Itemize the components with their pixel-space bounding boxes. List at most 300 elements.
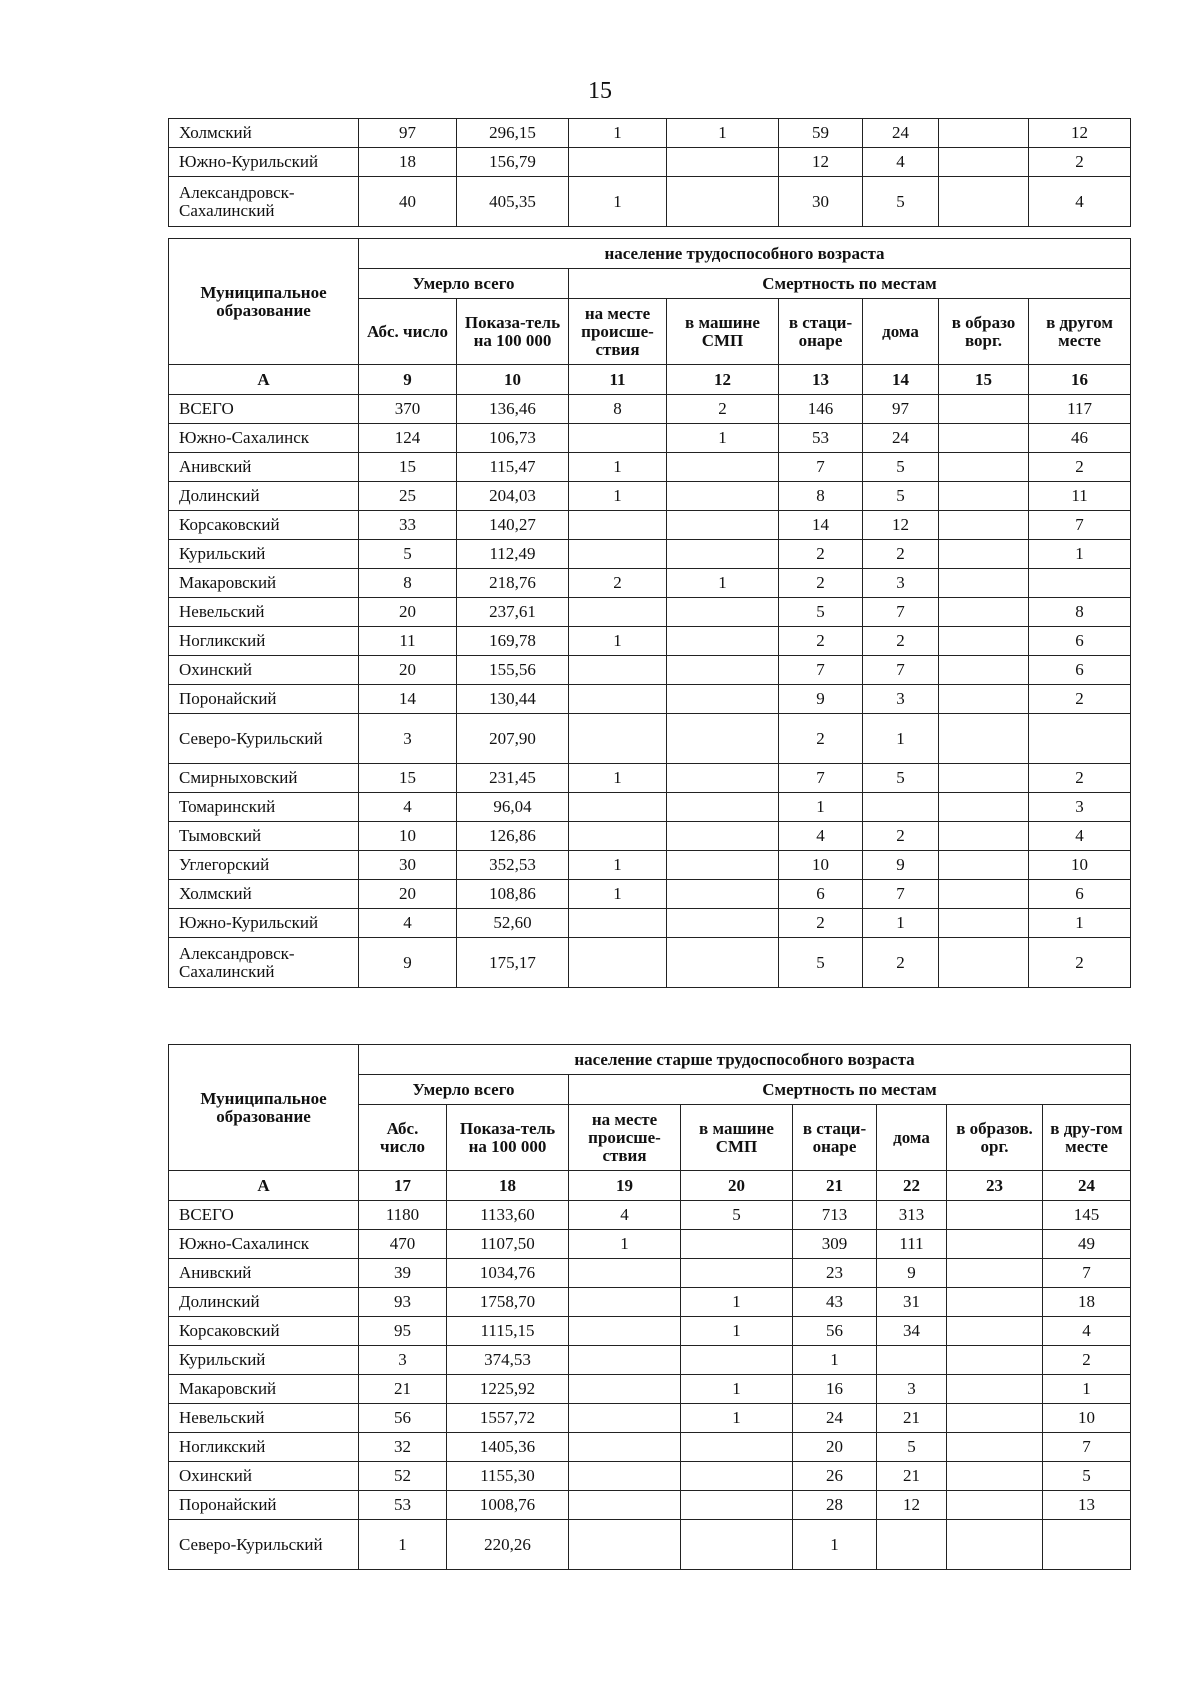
value-cell	[569, 1404, 681, 1433]
value-cell	[569, 909, 667, 938]
value-cell: 11	[359, 627, 457, 656]
value-cell: 52,60	[457, 909, 569, 938]
value-cell: 5	[877, 1433, 947, 1462]
value-cell: 26	[793, 1462, 877, 1491]
table-continuation	[168, 118, 1131, 227]
value-cell	[569, 1520, 681, 1570]
page-number: 15	[588, 78, 612, 104]
value-cell	[947, 1375, 1043, 1404]
column-number-cell: 12	[667, 365, 779, 395]
value-cell	[681, 1230, 793, 1259]
header-municipality: Муниципальное образование	[169, 1045, 359, 1171]
column-number-cell: 19	[569, 1171, 681, 1201]
value-cell	[939, 793, 1029, 822]
value-cell: 126,86	[457, 822, 569, 851]
value-cell: 34	[877, 1317, 947, 1346]
header-in-org: в образов. орг.	[947, 1105, 1043, 1171]
column-number-cell: 17	[359, 1171, 447, 1201]
value-cell	[569, 938, 667, 988]
value-cell: 130,44	[457, 685, 569, 714]
value-cell: 5	[779, 598, 863, 627]
table-row	[169, 1346, 1131, 1375]
value-cell	[667, 540, 779, 569]
value-cell: 20	[359, 598, 457, 627]
value-cell	[939, 424, 1029, 453]
value-cell	[681, 1491, 793, 1520]
value-cell	[947, 1346, 1043, 1375]
value-cell: 20	[359, 880, 457, 909]
value-cell: 5	[1043, 1462, 1131, 1491]
municipality-cell: Макаровский	[169, 1375, 359, 1404]
value-cell: 12	[779, 148, 863, 177]
table-row	[169, 511, 1131, 540]
municipality-cell: Поронайский	[169, 685, 359, 714]
value-cell: 4	[1029, 822, 1131, 851]
value-cell: 140,27	[457, 511, 569, 540]
value-cell: 146	[779, 395, 863, 424]
table-row	[169, 714, 1131, 764]
value-cell: 231,45	[457, 764, 569, 793]
value-cell: 124	[359, 424, 457, 453]
value-cell	[939, 119, 1029, 148]
value-cell: 352,53	[457, 851, 569, 880]
value-cell	[681, 1259, 793, 1288]
value-cell	[667, 851, 779, 880]
municipality-cell: Невельский	[169, 598, 359, 627]
value-cell: 1107,50	[447, 1230, 569, 1259]
value-cell: 25	[359, 482, 457, 511]
municipality-cell: Смирныховский	[169, 764, 359, 793]
value-cell: 96,04	[457, 793, 569, 822]
header-population-band: население трудоспособного возраста	[359, 239, 1131, 269]
value-cell: 2	[779, 714, 863, 764]
header-municipality: Муниципальное образование	[169, 239, 359, 365]
value-cell: 12	[863, 511, 939, 540]
value-cell: 32	[359, 1433, 447, 1462]
table-row	[169, 482, 1131, 511]
table-row	[169, 1404, 1131, 1433]
value-cell: 2	[863, 938, 939, 988]
value-cell: 24	[863, 424, 939, 453]
value-cell: 374,53	[447, 1346, 569, 1375]
value-cell: 1405,36	[447, 1433, 569, 1462]
value-cell: 1	[793, 1346, 877, 1375]
value-cell: 7	[1029, 511, 1131, 540]
value-cell	[569, 1288, 681, 1317]
table-row	[169, 685, 1131, 714]
value-cell: 1	[359, 1520, 447, 1570]
value-cell: 156,79	[457, 148, 569, 177]
value-cell: 2	[1043, 1346, 1131, 1375]
value-cell: 12	[1029, 119, 1131, 148]
value-cell: 97	[359, 119, 457, 148]
municipality-cell: Корсаковский	[169, 511, 359, 540]
value-cell: 2	[1029, 764, 1131, 793]
value-cell	[569, 1346, 681, 1375]
value-cell: 30	[779, 177, 863, 227]
value-cell: 175,17	[457, 938, 569, 988]
value-cell: 1	[779, 793, 863, 822]
value-cell: 18	[359, 148, 457, 177]
value-cell	[939, 482, 1029, 511]
value-cell: 155,56	[457, 656, 569, 685]
value-cell: 53	[779, 424, 863, 453]
value-cell: 21	[359, 1375, 447, 1404]
value-cell: 15	[359, 453, 457, 482]
value-cell: 7	[779, 453, 863, 482]
municipality-cell: ВСЕГО	[169, 1201, 359, 1230]
value-cell: 1225,92	[447, 1375, 569, 1404]
municipality-cell: Долинский	[169, 1288, 359, 1317]
column-number-row	[169, 365, 1131, 395]
value-cell	[667, 511, 779, 540]
value-cell: 7	[779, 764, 863, 793]
value-cell: 7	[863, 598, 939, 627]
value-cell	[1029, 569, 1131, 598]
value-cell: 21	[877, 1404, 947, 1433]
value-cell: 2	[569, 569, 667, 598]
value-cell: 1	[667, 569, 779, 598]
value-cell	[667, 177, 779, 227]
header-rate: Показа-тель на 100 000	[457, 299, 569, 365]
value-cell: 2	[667, 395, 779, 424]
column-number-cell: 22	[877, 1171, 947, 1201]
value-cell	[667, 822, 779, 851]
municipality-cell: Курильский	[169, 540, 359, 569]
value-cell: 1	[667, 424, 779, 453]
table-row	[169, 119, 1131, 148]
value-cell: 31	[877, 1288, 947, 1317]
municipality-cell: Корсаковский	[169, 1317, 359, 1346]
table-row	[169, 822, 1131, 851]
value-cell: 9	[359, 938, 457, 988]
value-cell	[569, 793, 667, 822]
table-row	[169, 1491, 1131, 1520]
value-cell: 6	[1029, 880, 1131, 909]
value-cell: 14	[779, 511, 863, 540]
table-row	[169, 424, 1131, 453]
municipality-cell: Долинский	[169, 482, 359, 511]
value-cell: 7	[779, 656, 863, 685]
value-cell	[947, 1520, 1043, 1570]
header-in-hospital: в стаци-онаре	[779, 299, 863, 365]
table-row	[169, 1259, 1131, 1288]
value-cell: 112,49	[457, 540, 569, 569]
municipality-cell: Невельский	[169, 1404, 359, 1433]
column-number-cell: 24	[1043, 1171, 1131, 1201]
column-number-cell: 13	[779, 365, 863, 395]
value-cell: 52	[359, 1462, 447, 1491]
value-cell: 56	[793, 1317, 877, 1346]
value-cell: 11	[1029, 482, 1131, 511]
value-cell: 111	[877, 1230, 947, 1259]
value-cell: 9	[877, 1259, 947, 1288]
value-cell	[569, 1462, 681, 1491]
value-cell: 46	[1029, 424, 1131, 453]
table-working-age-body	[169, 365, 1131, 988]
value-cell: 7	[863, 656, 939, 685]
header-rate: Показа-тель на 100 000	[447, 1105, 569, 1171]
value-cell	[667, 685, 779, 714]
municipality-cell: Поронайский	[169, 1491, 359, 1520]
value-cell	[667, 453, 779, 482]
header-elsewhere: в дру-гом месте	[1043, 1105, 1131, 1171]
value-cell: 1	[863, 909, 939, 938]
value-cell: 4	[359, 909, 457, 938]
value-cell	[863, 793, 939, 822]
value-cell: 713	[793, 1201, 877, 1230]
municipality-cell: Углегорский	[169, 851, 359, 880]
column-number-row	[169, 1171, 1131, 1201]
value-cell: 237,61	[457, 598, 569, 627]
value-cell: 7	[1043, 1259, 1131, 1288]
table-row	[169, 793, 1131, 822]
municipality-cell: Северо-Курильский	[169, 714, 359, 764]
value-cell: 1	[569, 627, 667, 656]
municipality-cell: Макаровский	[169, 569, 359, 598]
value-cell: 1	[681, 1375, 793, 1404]
value-cell	[667, 627, 779, 656]
value-cell	[681, 1433, 793, 1462]
header-at-home: дома	[877, 1105, 947, 1171]
column-number-cell: 16	[1029, 365, 1131, 395]
value-cell: 1	[681, 1288, 793, 1317]
value-cell	[947, 1230, 1043, 1259]
table-row	[169, 1433, 1131, 1462]
value-cell	[939, 453, 1029, 482]
header-at-scene: на месте происше-ствия	[569, 299, 667, 365]
value-cell	[569, 685, 667, 714]
column-number-cell: 11	[569, 365, 667, 395]
value-cell: 3	[877, 1375, 947, 1404]
value-cell: 5	[779, 938, 863, 988]
column-number-cell: 23	[947, 1171, 1043, 1201]
header-died-total: Умерло всего	[359, 269, 569, 299]
value-cell	[667, 880, 779, 909]
value-cell: 2	[779, 569, 863, 598]
table-row	[169, 453, 1131, 482]
municipality-cell: Александровск-Сахалинский	[169, 938, 359, 988]
value-cell: 313	[877, 1201, 947, 1230]
value-cell	[939, 714, 1029, 764]
municipality-cell: Южно-Сахалинск	[169, 1230, 359, 1259]
value-cell	[569, 511, 667, 540]
value-cell	[681, 1346, 793, 1375]
value-cell	[667, 656, 779, 685]
value-cell	[947, 1317, 1043, 1346]
table-row	[169, 851, 1131, 880]
value-cell: 207,90	[457, 714, 569, 764]
municipality-cell: Курильский	[169, 1346, 359, 1375]
value-cell: 95	[359, 1317, 447, 1346]
column-number-cell: 10	[457, 365, 569, 395]
value-cell	[877, 1346, 947, 1375]
table-row	[169, 598, 1131, 627]
value-cell: 117	[1029, 395, 1131, 424]
value-cell: 5	[863, 453, 939, 482]
table-working-age	[168, 238, 1131, 988]
value-cell: 1758,70	[447, 1288, 569, 1317]
value-cell	[939, 938, 1029, 988]
value-cell: 1	[667, 119, 779, 148]
header-population-band: население старше трудоспособного возраста	[359, 1045, 1131, 1075]
value-cell: 3	[1029, 793, 1131, 822]
value-cell: 309	[793, 1230, 877, 1259]
municipality-cell: Ногликский	[169, 627, 359, 656]
value-cell: 12	[877, 1491, 947, 1520]
value-cell	[939, 395, 1029, 424]
value-cell: 1	[1029, 909, 1131, 938]
value-cell: 1	[569, 764, 667, 793]
municipality-cell: Александровск-Сахалинский	[169, 177, 359, 227]
value-cell: 93	[359, 1288, 447, 1317]
value-cell: 1	[793, 1520, 877, 1570]
value-cell: 108,86	[457, 880, 569, 909]
value-cell: 1180	[359, 1201, 447, 1230]
value-cell: 1	[681, 1404, 793, 1433]
value-cell: 1	[1043, 1375, 1131, 1404]
value-cell	[939, 764, 1029, 793]
value-cell: 3	[863, 685, 939, 714]
value-cell: 24	[793, 1404, 877, 1433]
value-cell	[569, 1317, 681, 1346]
value-cell: 1	[569, 453, 667, 482]
value-cell: 5	[681, 1201, 793, 1230]
table-row	[169, 1462, 1131, 1491]
value-cell	[947, 1491, 1043, 1520]
table-row	[169, 148, 1131, 177]
header-in-hospital: в стаци-онаре	[793, 1105, 877, 1171]
value-cell	[667, 938, 779, 988]
municipality-cell: Анивский	[169, 453, 359, 482]
value-cell: 169,78	[457, 627, 569, 656]
municipality-cell: Тымовский	[169, 822, 359, 851]
value-cell: 370	[359, 395, 457, 424]
value-cell: 1034,76	[447, 1259, 569, 1288]
value-cell: 145	[1043, 1201, 1131, 1230]
table-continuation-body	[169, 119, 1131, 227]
municipality-cell: ВСЕГО	[169, 395, 359, 424]
value-cell	[569, 822, 667, 851]
value-cell: 405,35	[457, 177, 569, 227]
value-cell	[569, 540, 667, 569]
value-cell: 204,03	[457, 482, 569, 511]
value-cell: 1	[569, 177, 667, 227]
table-row	[169, 395, 1131, 424]
header-abs: Абс. число	[359, 1105, 447, 1171]
value-cell: 39	[359, 1259, 447, 1288]
municipality-cell: Томаринский	[169, 793, 359, 822]
value-cell: 5	[863, 764, 939, 793]
value-cell: 49	[1043, 1230, 1131, 1259]
column-number-cell: 21	[793, 1171, 877, 1201]
header-in-ambulance: в машине СМП	[667, 299, 779, 365]
column-number-cell: 20	[681, 1171, 793, 1201]
header-abs: Абс. число	[359, 299, 457, 365]
value-cell: 1	[681, 1317, 793, 1346]
value-cell: 59	[779, 119, 863, 148]
value-cell: 28	[793, 1491, 877, 1520]
value-cell	[569, 1375, 681, 1404]
header-at-scene: на месте происше-ствия	[569, 1105, 681, 1171]
table-row	[169, 656, 1131, 685]
table-row	[169, 909, 1131, 938]
value-cell	[1043, 1520, 1131, 1570]
value-cell	[939, 177, 1029, 227]
value-cell	[939, 569, 1029, 598]
header-mortality-by-place: Смертность по местам	[569, 269, 1131, 299]
value-cell: 4	[779, 822, 863, 851]
value-cell: 1155,30	[447, 1462, 569, 1491]
value-cell	[939, 656, 1029, 685]
value-cell: 14	[359, 685, 457, 714]
value-cell: 40	[359, 177, 457, 227]
table-older-age-body	[169, 1171, 1131, 1570]
value-cell: 8	[1029, 598, 1131, 627]
value-cell: 4	[863, 148, 939, 177]
header-mortality-by-place: Смертность по местам	[569, 1075, 1131, 1105]
value-cell: 1	[569, 1230, 681, 1259]
value-cell	[667, 909, 779, 938]
value-cell	[877, 1520, 947, 1570]
table-row	[169, 569, 1131, 598]
value-cell: 106,73	[457, 424, 569, 453]
value-cell	[667, 482, 779, 511]
value-cell	[569, 1259, 681, 1288]
municipality-cell: Северо-Курильский	[169, 1520, 359, 1570]
table-row	[169, 540, 1131, 569]
value-cell: 2	[1029, 453, 1131, 482]
value-cell: 1115,15	[447, 1317, 569, 1346]
value-cell	[939, 880, 1029, 909]
value-cell: 9	[779, 685, 863, 714]
value-cell: 43	[793, 1288, 877, 1317]
value-cell: 30	[359, 851, 457, 880]
value-cell: 4	[359, 793, 457, 822]
column-number-cell: А	[169, 1171, 359, 1201]
header-in-org: в образо ворг.	[939, 299, 1029, 365]
value-cell	[947, 1462, 1043, 1491]
table-row	[169, 880, 1131, 909]
value-cell: 3	[863, 569, 939, 598]
value-cell	[939, 822, 1029, 851]
value-cell	[667, 148, 779, 177]
value-cell	[569, 148, 667, 177]
value-cell	[667, 714, 779, 764]
value-cell: 3	[359, 1346, 447, 1375]
table-row	[169, 177, 1131, 227]
value-cell: 10	[1029, 851, 1131, 880]
value-cell: 24	[863, 119, 939, 148]
value-cell: 8	[359, 569, 457, 598]
table-row	[169, 1201, 1131, 1230]
value-cell	[569, 656, 667, 685]
value-cell: 6	[1029, 656, 1131, 685]
value-cell: 1	[569, 119, 667, 148]
value-cell: 16	[793, 1375, 877, 1404]
value-cell	[947, 1433, 1043, 1462]
value-cell	[569, 424, 667, 453]
municipality-cell: Южно-Сахалинск	[169, 424, 359, 453]
value-cell	[667, 793, 779, 822]
table-row	[169, 627, 1131, 656]
value-cell: 10	[359, 822, 457, 851]
value-cell: 8	[569, 395, 667, 424]
value-cell: 10	[779, 851, 863, 880]
value-cell: 3	[359, 714, 457, 764]
value-cell: 2	[863, 822, 939, 851]
value-cell: 115,47	[457, 453, 569, 482]
